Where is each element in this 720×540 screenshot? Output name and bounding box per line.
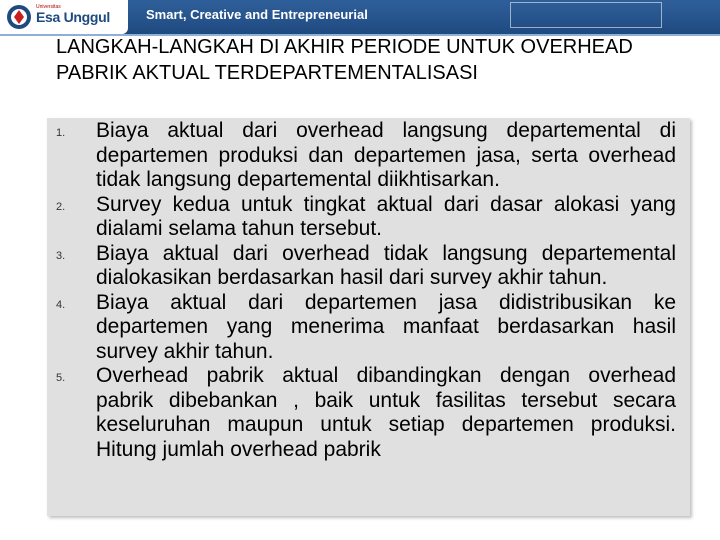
list-item	[56, 242, 676, 291]
slide-title: LANGKAH-LANGKAH DI AKHIR PERIODE UNTUK OVERHEAD PABRIK AKTUAL TERDEPARTEMENTALISASI	[56, 36, 633, 84]
item-number: 3.	[56, 249, 66, 262]
logo	[0, 0, 128, 34]
university-emblem-icon	[6, 4, 32, 30]
item-number: 2.	[56, 200, 66, 213]
list-item	[56, 193, 676, 242]
header-decoration	[510, 2, 662, 28]
logo-name: Esa Unggul	[36, 9, 111, 25]
list-item	[56, 119, 676, 193]
item-number: 1.	[56, 127, 66, 139]
list-item	[56, 291, 676, 365]
item-text: Biaya aktual dari overhead langsung departemental di departemen produksi dan departemen jasa, serta overhead tidak langsung departemental diikhtisarkan.	[96, 119, 676, 191]
header-bar	[0, 0, 720, 34]
item-number: 5.	[56, 372, 66, 384]
tagline: Smart, Creative and Entrepreneurial	[146, 7, 368, 22]
logo-subtitle: Universitas	[36, 4, 61, 10]
item-text: Biaya aktual dari overhead tidak langsung departemental dialokasikan berdasarkan hasil dari survey akhir tahun.	[96, 241, 676, 289]
item-text: Overhead pabrik aktual dibandingkan dengan overhead pabrik dibebankan , baik untuk fasilitas tersebut secara keseluruhan maupun untuk setiap departemen produksi. Hitung jumlah overhead pabrik	[96, 364, 676, 461]
item-text: Biaya aktual dari departemen jasa didistribusikan ke departemen yang menerima manfaat berdasarkan hasil survey akhir tahun.	[96, 290, 676, 363]
item-text: Survey kedua untuk tingkat aktual dari dasar alokasi yang dialami selama tahun tersebut.	[96, 192, 676, 240]
list-item	[56, 364, 676, 462]
steps-list	[56, 119, 676, 462]
item-number: 4.	[56, 298, 66, 311]
